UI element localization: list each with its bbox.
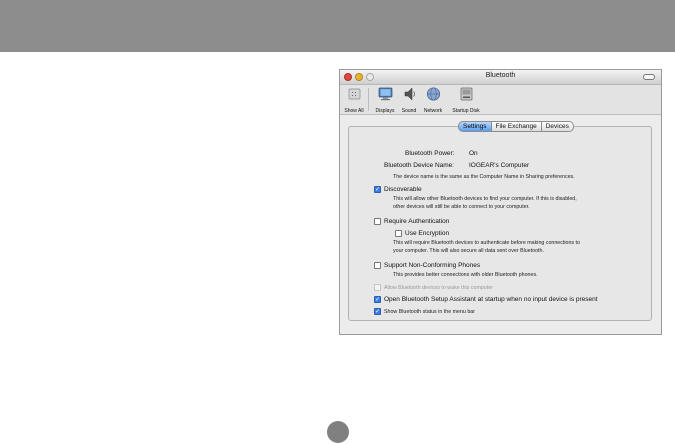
toolbar-label-startup-disk: Startup Disk — [452, 108, 480, 114]
title-bar[interactable] — [340, 70, 661, 85]
sound-icon — [401, 86, 418, 102]
support-non-conforming-phones-label: Support Non-Conforming Phones — [384, 262, 481, 269]
bluetooth-power-label: Bluetooth Power: — [405, 150, 455, 157]
toolbar-network[interactable] — [420, 86, 446, 114]
toolbar-separator — [368, 88, 369, 111]
tab-devices[interactable]: Devices — [542, 121, 574, 132]
toolbar-show-all[interactable] — [343, 86, 365, 114]
tab-file-exchange[interactable]: File Exchange — [492, 121, 542, 132]
page-marker-dot — [327, 421, 349, 443]
toolbar-toggle-button[interactable] — [643, 74, 655, 80]
device-name-label: Bluetooth Device Name: — [384, 162, 455, 169]
displays-icon — [377, 86, 394, 102]
toolbar-startup-disk[interactable] — [446, 86, 486, 114]
discoverable-description-line2: other devices will still be able to connect to your computer. — [393, 204, 530, 210]
use-encryption-checkbox[interactable] — [395, 230, 402, 237]
discoverable-label: Discoverable — [384, 186, 422, 193]
toolbar-label-network: Network — [423, 108, 443, 114]
toolbar-label-sound: Sound — [401, 108, 417, 114]
toolbar — [340, 85, 661, 115]
open-setup-assistant-checkbox[interactable]: ✓ — [375, 297, 381, 303]
window-title: Bluetooth — [485, 72, 516, 79]
open-setup-assistant-label: Open Bluetooth Setup Assistant at startup when no input device is present — [384, 296, 598, 303]
toolbar-displays[interactable] — [373, 86, 397, 114]
show-status-menu-bar-checkbox[interactable]: ✓ — [375, 309, 381, 315]
allow-wake-checkbox — [374, 284, 381, 291]
allow-wake-label: Allow Bluetooth devices to wake this computer — [384, 285, 493, 291]
discoverable-checkbox[interactable]: ✓ — [375, 187, 381, 193]
bluetooth-preferences-window — [339, 69, 662, 335]
tab-bar — [458, 121, 574, 132]
toolbar-label-show-all: Show All — [344, 108, 364, 114]
network-icon — [425, 86, 442, 102]
show-all-icon — [346, 86, 363, 102]
device-name-value: IOGEAR's Computer — [469, 162, 530, 169]
device-name-note: The device name is the same as the Computer Name in Sharing preferences. — [393, 174, 575, 180]
show-status-menu-bar-label: Show Bluetooth status in the menu bar — [384, 309, 475, 315]
discoverable-description-line1: This will allow other Bluetooth devices to find your computer. If this is disabled, — [393, 196, 577, 202]
startup-disk-icon — [458, 86, 475, 102]
require-authentication-description-line1: This will require Bluetooth devices to authenticate before making connections to — [393, 240, 580, 246]
bluetooth-power-value: On — [469, 150, 478, 157]
page-header-band — [0, 0, 675, 52]
toolbar-label-displays: Displays — [375, 108, 395, 114]
toolbar-sound[interactable] — [398, 86, 420, 114]
require-authentication-description-line2: your computer. This will also secure all data sent over Bluetooth. — [393, 248, 544, 254]
use-encryption-label: Use Encryption — [405, 230, 450, 237]
tab-settings[interactable]: Settings — [458, 121, 492, 132]
support-non-conforming-phones-description: This provides better connections with older Bluetooth phones. — [393, 272, 538, 278]
require-authentication-label: Require Authentication — [384, 218, 450, 225]
support-non-conforming-phones-checkbox[interactable] — [374, 262, 381, 269]
require-authentication-checkbox[interactable] — [374, 218, 381, 225]
